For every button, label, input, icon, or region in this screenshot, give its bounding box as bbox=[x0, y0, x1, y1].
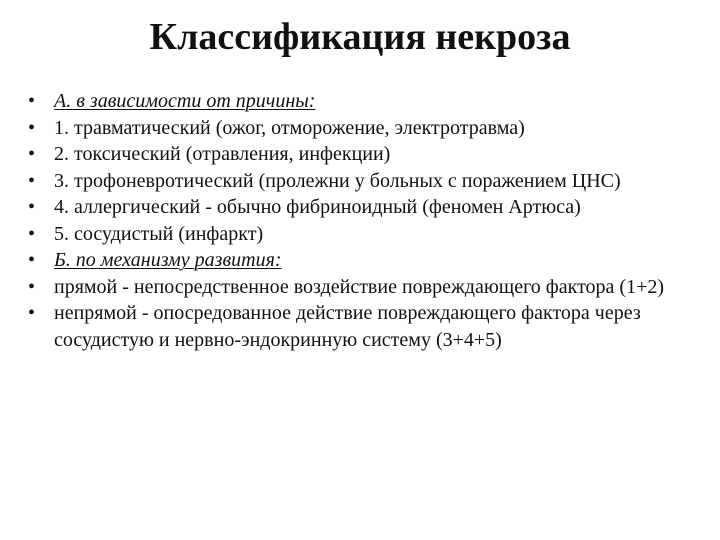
bullet-icon: • bbox=[28, 196, 36, 218]
list-item-text: 3. трофоневротический (пролежни у больных с поражением ЦНС) bbox=[54, 169, 621, 192]
list-item-text: 4. аллергический - обычно фибриноидный (феномен Артюса) bbox=[54, 196, 581, 218]
list-item bbox=[28, 300, 700, 353]
section-heading-mechanism: Б. по механизму развития: bbox=[54, 249, 282, 271]
list-item-text: непрямой - опосредованное действие повреждающего фактора через сосудистую и нервно-эндокринную систему (3+4+5) bbox=[54, 302, 641, 351]
section-heading-cause: А. в зависимости от причины: bbox=[54, 90, 316, 112]
list-item bbox=[28, 168, 700, 195]
list-item bbox=[28, 141, 700, 168]
bullet-icon: • bbox=[28, 116, 36, 139]
bullet-icon: • bbox=[28, 90, 36, 112]
bullet-icon: • bbox=[28, 222, 36, 245]
list-item bbox=[28, 221, 700, 248]
list-item bbox=[28, 247, 700, 274]
bullet-icon: • bbox=[28, 249, 36, 271]
bullet-icon: • bbox=[28, 143, 36, 165]
bullet-list bbox=[28, 88, 700, 353]
list-item bbox=[28, 194, 700, 221]
list-item-text: прямой - непосредственное воздействие повреждающего фактора (1+2) bbox=[54, 275, 665, 298]
slide-title: Классификация некроза bbox=[149, 16, 571, 58]
list-item bbox=[28, 115, 700, 142]
bullet-icon: • bbox=[28, 169, 36, 192]
list-item bbox=[28, 274, 700, 301]
list-item bbox=[28, 88, 700, 115]
list-item-text: 5. сосудистый (инфаркт) bbox=[54, 222, 264, 245]
list-item-text: 1. травматический (ожог, отморожение, электротравма) bbox=[54, 116, 525, 139]
bullet-icon: • bbox=[28, 275, 36, 298]
bullet-icon: • bbox=[28, 302, 36, 324]
list-item-text: 2. токсический (отравления, инфекции) bbox=[54, 143, 391, 165]
